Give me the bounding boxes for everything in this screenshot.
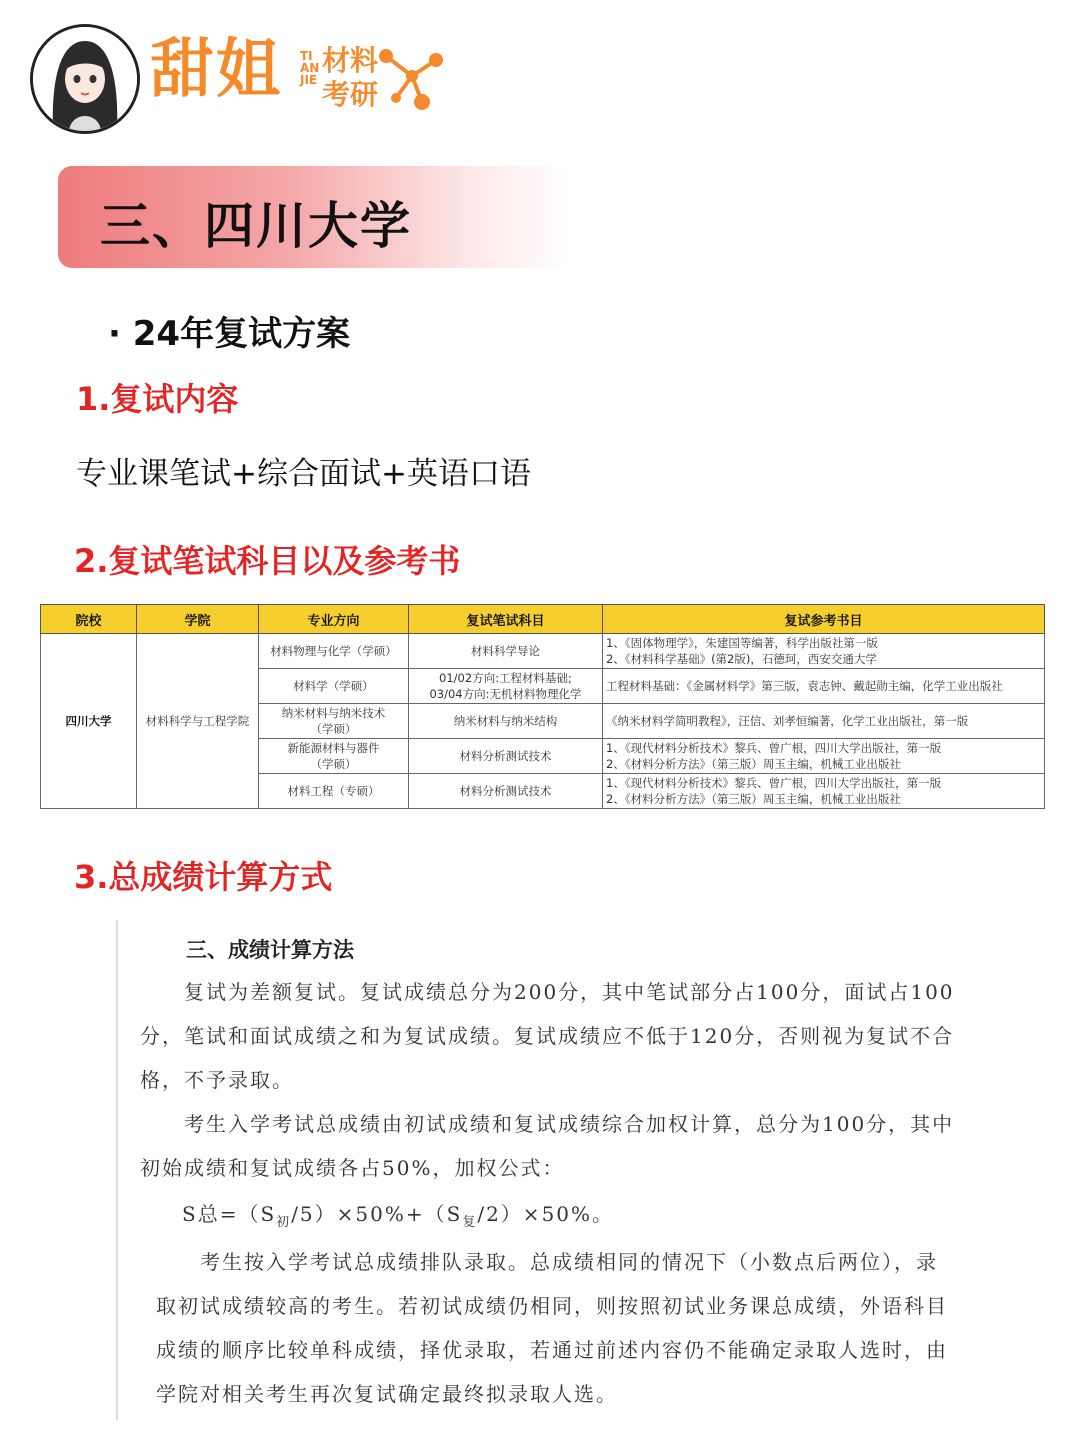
page-title: 三、四川大学 <box>100 197 412 255</box>
molecule-icon <box>372 40 452 120</box>
table-row <box>41 634 1045 669</box>
plan-subtitle: · 24年复试方案 <box>108 314 351 354</box>
college-cell: 材料科学与工程学院 <box>137 634 259 809</box>
subject-line: 03/04方向:无机材料物理化学 <box>429 687 582 701</box>
doc-heading: 三、成绩计算方法 <box>186 937 354 962</box>
formula-part: S总=（S <box>182 1202 277 1226</box>
subject-cell: 材料科学导论 <box>409 634 603 669</box>
avatar <box>30 24 140 134</box>
avatar-illustration-icon <box>33 27 137 131</box>
table-header-cell: 专业方向 <box>259 605 409 634</box>
section-heading-score: 3.总成绩计算方式 <box>74 858 333 896</box>
section-heading-subjects: 2.复试笔试科目以及参考书 <box>74 542 461 580</box>
formula-subscript: 复 <box>462 1215 478 1230</box>
major-line: 纳米材料与纳米技术 <box>281 706 386 720</box>
major-cell: 材料工程（专硕） <box>259 774 409 809</box>
book-line: 1、《固体物理学》，朱建国等编著，科学出版社第一版 <box>606 636 878 650</box>
brand-subtitle <box>322 44 378 112</box>
subjects-table <box>40 604 1045 809</box>
retest-content-text: 专业课笔试+综合面试+英语口语 <box>76 456 531 492</box>
subject-line: 01/02方向:工程材料基础; <box>439 671 572 685</box>
brand-subtitle-line1: 材料 <box>322 44 379 77</box>
doc-paragraph: 考生按入学考试总成绩排队录取。总成绩相同的情况下（小数点后两位），录取初试成绩较高的考生。若初试成绩仍相同，则按照初试业务课总成绩，外语科目成绩的顺序比较单科成绩，择优录取，若通过前述内容仍不能确定录取人选时，由学院对相关考生再次复试确定最终拟录取人选。 <box>156 1250 948 1406</box>
brand-logo-text: 甜姐 <box>150 33 282 107</box>
major-cell: 材料学（学硕） <box>259 669 409 704</box>
subject-cell: 材料分析测试技术 <box>409 774 603 809</box>
school-cell: 四川大学 <box>41 634 137 809</box>
formula-subscript: 初 <box>276 1215 292 1230</box>
table-header-cell: 院校 <box>41 605 137 634</box>
major-cell <box>259 739 409 774</box>
subject-cell <box>409 669 603 704</box>
table-header-row <box>41 605 1045 634</box>
book-line: 1、《现代材料分析技术》黎兵、曾广根，四川大学出版社，第一版 <box>606 776 942 790</box>
doc-paragraph: 复试为差额复试。复试成绩总分为200分，其中笔试部分占100分，面试占100分，笔试和面试成绩之和为复试成绩。复试成绩应不低于120分，否则视为复试不合格，不予录取。 <box>140 980 955 1092</box>
brand-subtitle-line2: 考研 <box>322 78 379 111</box>
doc-paragraph: 考生入学考试总成绩由初试成绩和复试成绩综合加权计算，总分为100分，其中初始成绩和复试成绩各占50%，加权公式： <box>140 1112 955 1180</box>
subject-cell: 纳米材料与纳米结构 <box>409 704 603 739</box>
table-header-cell: 复试笔试科目 <box>409 605 603 634</box>
books-cell <box>603 634 1045 669</box>
books-cell: 《纳米材料学简明教程》，汪信、刘孝恒编著，化学工业出版社，第一版 <box>603 704 1045 739</box>
major-line: （学硕） <box>310 722 357 736</box>
major-line: 新能源材料与器件 <box>287 741 380 755</box>
major-cell: 材料物理与化学（学硕） <box>259 634 409 669</box>
books-cell <box>603 774 1045 809</box>
book-line: 1、《现代材料分析技术》黎兵、曾广根，四川大学出版社，第一版 <box>606 741 942 755</box>
books-cell <box>603 739 1045 774</box>
major-line: （学硕） <box>310 757 357 771</box>
book-line: 2、《材料分析方法》（第三版）周玉主编，机械工业出版社 <box>606 792 901 806</box>
book-line: 2、《材料科学基础》(第2版)，石德珂，西安交通大学 <box>606 652 877 666</box>
books-cell: 工程材料基础：《金属材料学》第三版，袁志钟、戴起勋主编，化学工业出版社 <box>603 669 1045 704</box>
table-header-cell: 学院 <box>137 605 259 634</box>
brand-pinyin: TIANJIE <box>300 49 320 87</box>
section-heading-content: 1.复试内容 <box>76 380 239 418</box>
subject-cell: 材料分析测试技术 <box>409 739 603 774</box>
weight-formula <box>182 1192 614 1245</box>
book-line: 2、《材料分析方法》（第三版）周玉主编，机械工业出版社 <box>606 757 901 771</box>
table-header-cell: 复试参考书目 <box>603 605 1045 634</box>
formula-part: /5）×50%+（S <box>291 1202 463 1226</box>
formula-part: /2）×50%。 <box>477 1202 615 1226</box>
major-cell <box>259 704 409 739</box>
